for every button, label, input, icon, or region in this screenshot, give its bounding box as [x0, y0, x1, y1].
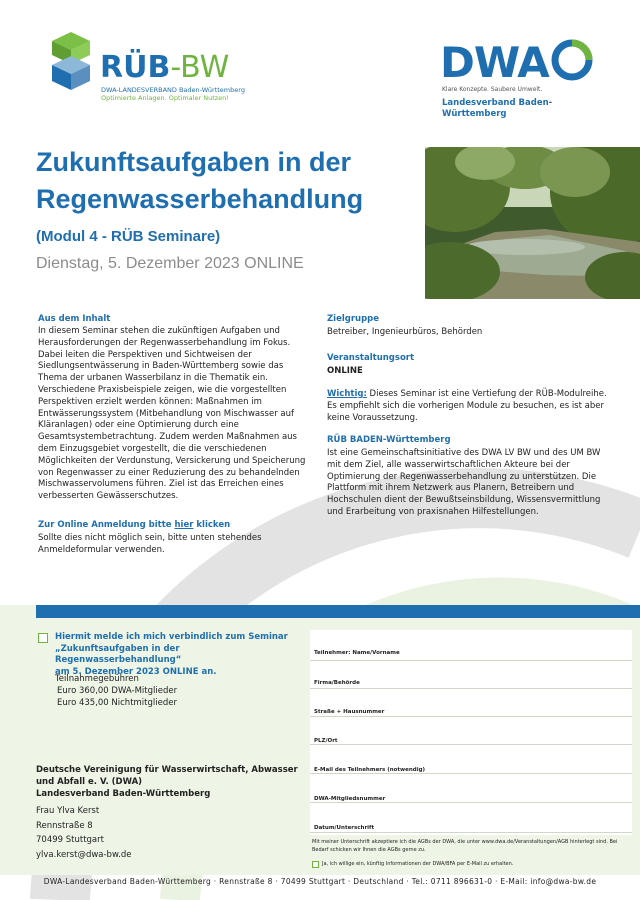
target-group-text: Betreiber, Ingenieurbüros, Behörden — [327, 327, 483, 337]
form-divider-band — [36, 605, 640, 618]
event-date: Dienstag, 5. Dezember 2023 ONLINE — [36, 255, 304, 272]
venue-text: ONLINE — [327, 366, 363, 376]
online-registration-heading: Zur Online Anmeldung bitte hier klicken — [38, 520, 231, 530]
field-line — [310, 802, 632, 803]
content-text: In diesem Seminar stehen die zukünftigen Aufgaben und Herausforderungen der Regenwasserbehandlung im Fokus. Dabei leiten die Perspektiven und Sichtweisen der Siedlungsentwässerung in Baden-Württemberg sowie das Thema der urbanen Wasserbilanz in die Thematik ein. Verschiedene Praxisbeispiele zeigen, wie die vorgestellten Perspektiven erzielt werden können: Maßnahmen im Entwässerungssystem (Mitbehandlung von Mischwasser auf Kläranlagen) oder eine Optimierung durch eine Gesamtsystembetrachtung. Zudem werden Maßnahmen aus dem Einzugsgebiet vorgestellt, die die verschiedenen Möglichkeiten der Verdunstung, Versickerung und Speicherung von Regenwasser zu einer Reduzierung des zu behandelnden Mischwasservolumens führen. Ziel ist das Erreichen eines verbesserten Gewässerschutzes. — [38, 326, 306, 502]
terms-text: Mit meiner Unterschrift akzeptiere ich die AGBs der DWA, die unter www.dwa.de/Veranstaltungen/AGB hinterlegt sind. Bei Bedarf schicken wir Ihnen die AGBs gerne zu. — [312, 839, 618, 853]
organisation-name: Deutsche Vereinigung für Wasserwirtschaft, Abwasser und Abfall e. V. (DWA) Landesverband Baden-Württemberg — [36, 765, 298, 799]
venue-heading: Veranstaltungsort — [327, 353, 415, 363]
field-date-signature[interactable]: Datum/Unterschrift — [314, 825, 375, 831]
page-footer: DWA-Landesverband Baden-Württemberg · Rennstraße 8 · 70499 Stuttgart · Deutschland · Tel.: 0711 896631-0 · E-Mail: info@dwa-bw.de — [43, 877, 597, 886]
contact-city: 70499 Stuttgart — [36, 835, 104, 845]
important-note: Wichtig: Dieses Seminar ist eine Vertiefung der RÜB-Modulreihe. Es empfiehlt sich die vorherigen Module zu besuchen, es ist aber keine Voraussetzung. — [327, 389, 607, 423]
page-title: Zukunftsaufgaben in der Regenwasserbehandlung — [36, 147, 364, 214]
rub-logo-slogan: Optimierte Anlagen. Optimaler Nutzen! — [101, 94, 229, 102]
module-subtitle: (Modul 4 - RÜB Seminare) — [36, 228, 221, 245]
rub-logo-subtitle: DWA-LANDESVERBAND Baden-Württemberg — [101, 86, 245, 94]
rub-initiative-heading: RÜB BADEN-Württemberg — [327, 435, 451, 445]
rub-logo-wordmark: RÜB-BW — [100, 50, 230, 85]
field-postcode-city[interactable]: PLZ/Ort — [314, 738, 338, 744]
field-line — [310, 744, 632, 745]
contact-name: Frau Ylva Kerst — [36, 806, 100, 816]
field-line — [310, 716, 632, 717]
content-heading: Aus dem Inhalt — [38, 314, 111, 324]
river-photo — [425, 147, 640, 299]
field-company[interactable]: Firma/Behörde — [314, 680, 360, 686]
contact-street: Rennstraße 8 — [36, 820, 93, 831]
field-line — [310, 832, 632, 833]
dwa-logo-slogan: Klare Konzepte. Saubere Umwelt. — [442, 86, 543, 93]
field-street[interactable]: Straße + Hausnummer — [314, 709, 385, 715]
field-line — [310, 688, 632, 689]
field-line — [310, 660, 632, 661]
registration-statement: Hiermit melde ich mich verbindlich zum Seminar „Zukunftsaufgaben in der Regenwasserbehandlung“ am 5. Dezember 2023 ONLINE an. — [55, 632, 288, 677]
rub-cube-icon — [48, 30, 94, 92]
rub-initiative-text: Ist eine Gemeinschaftsinitiative des DWA LV BW und des UM BW mit dem Ziel, alle wasserwirtschaftlichen Akteure bei der Optimierung der Regenwasserbehandlung zu unterstützen. Die Plattform mit ihrem Netzwerk aus Planern, Betreibern und Hochschulen dient der Bewußtseinsbildung, Wissensvermittlung und Erarbeitung von praxisnahen Hilfestellungen. — [327, 448, 601, 517]
field-participant-name[interactable]: Teilnehmer: Name/Vorname — [314, 650, 400, 656]
dwa-ring-icon — [548, 36, 596, 84]
field-line — [310, 773, 632, 774]
newsletter-checkbox[interactable] — [312, 861, 319, 868]
registration-checkbox[interactable] — [38, 633, 48, 643]
fee-member: Euro 360,00 DWA-Mitglieder — [57, 686, 178, 696]
online-registration-link[interactable]: hier — [174, 520, 194, 530]
newsletter-consent-text: Ja, ich willige ein, künftig Informationen der DWA/BFA per E-Mail zu erhalten. — [322, 861, 514, 867]
contact-address — [36, 804, 131, 862]
field-dwa-member-number[interactable]: DWA-Mitgliedsnummer — [314, 796, 386, 802]
dwa-logo-wordmark: DWA — [440, 38, 549, 87]
dwa-logo-subtitle: Landesverband Baden-Württemberg — [442, 98, 553, 119]
fees-label: Teilnahmegebühren — [55, 674, 139, 684]
target-group-heading: Zielgruppe — [327, 314, 380, 324]
fee-nonmember: Euro 435,00 Nichtmitglieder — [57, 698, 177, 708]
field-email[interactable]: E-Mail des Teilnehmers (notwendig) — [314, 767, 426, 773]
online-registration-text: Sollte dies nicht möglich sein, bitte unten stehendes Anmeldeformular verwenden. — [38, 533, 262, 555]
contact-email[interactable]: ylva.kerst@dwa-bw.de — [36, 849, 132, 860]
